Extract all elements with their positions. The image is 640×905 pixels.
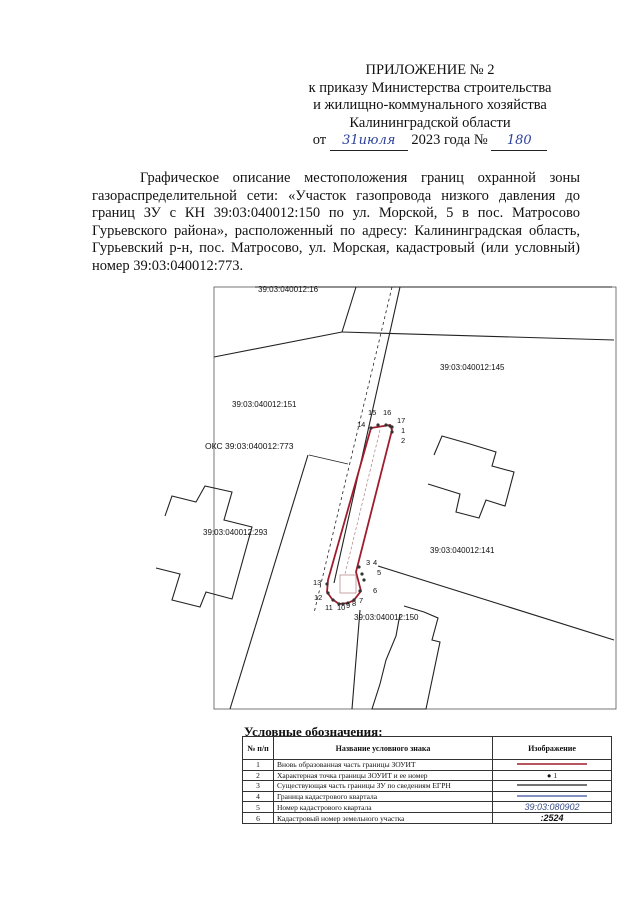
legend-row-name: Кадастровый номер земельного участка bbox=[274, 813, 493, 824]
point-label-5: 5 bbox=[377, 568, 382, 577]
legend-row-image bbox=[493, 770, 612, 781]
legend-row-image bbox=[493, 760, 612, 771]
legend-row-name: Существующая часть границы ЗУ по сведениям ЕГРН bbox=[274, 781, 493, 792]
parcel-label-top: 39:03:040012:16 bbox=[258, 285, 319, 294]
legend-row bbox=[243, 760, 612, 771]
boundary-141-south bbox=[378, 566, 614, 640]
point-label-4: 4 bbox=[373, 558, 378, 567]
red-line-symbol bbox=[517, 761, 587, 767]
point-symbol-number: 1 bbox=[553, 770, 558, 780]
legend-title: Условные обозначения: bbox=[244, 724, 383, 739]
road-center-dash bbox=[314, 287, 392, 613]
map-point bbox=[369, 426, 372, 429]
map-boundaries bbox=[156, 287, 616, 709]
building-141 bbox=[428, 436, 514, 518]
road-line-west bbox=[230, 455, 308, 709]
date-prefix: от bbox=[312, 132, 327, 148]
legend-col-image: Изображение bbox=[493, 737, 612, 760]
oks-label: ОКС 39:03:040012:773 bbox=[205, 441, 294, 451]
legend-header-row bbox=[243, 737, 612, 760]
legend-row bbox=[243, 802, 612, 813]
boundary-150-west bbox=[352, 610, 360, 709]
handwritten-date: 31июля bbox=[330, 132, 408, 151]
year-label: 2023 года № bbox=[411, 132, 488, 148]
legend-row-num: 1 bbox=[243, 760, 274, 771]
map-point bbox=[331, 598, 334, 601]
legend-row-name: Вновь образованная часть границы ЗОУИТ bbox=[274, 760, 493, 771]
description-paragraph: Графическое описание местоположения границ охранной зоны газораспределительной сети: «Участок газопровода низкого давления до границ ЗУ с КН 39:03:040012:150 по ул. Морской, 5 в пос. Матросово Гурьевского района», расположенный по адресу: Калининградская область, Гурьевский р-н, пос. Матросово, ул. Морская, кадастровый (или условный) номер 39:03:040012:773. bbox=[92, 170, 580, 274]
map-point bbox=[384, 423, 387, 426]
point-label-16: 16 bbox=[383, 408, 392, 417]
point-label-13: 13 bbox=[313, 578, 322, 587]
legend-table bbox=[242, 736, 612, 824]
region-line: Калининградской области bbox=[349, 114, 511, 131]
legend-row-num: 6 bbox=[243, 813, 274, 824]
legend-row-num: 5 bbox=[243, 802, 274, 813]
point-label-2: 2 bbox=[401, 436, 406, 445]
legend-row-num: 4 bbox=[243, 791, 274, 802]
blue-line-symbol bbox=[517, 793, 587, 799]
point-label-8: 8 bbox=[352, 599, 357, 608]
point-symbol-icon: ● bbox=[546, 770, 552, 780]
legend-row bbox=[243, 781, 612, 792]
point-label-15: 15 bbox=[368, 408, 377, 417]
map-frame bbox=[214, 287, 616, 709]
map-point bbox=[357, 565, 360, 568]
legend-col-name: Название условного знака bbox=[274, 737, 493, 760]
oks-leader-line bbox=[309, 455, 348, 464]
parcel-label-293: 39:03:040012:293 bbox=[203, 528, 268, 537]
legend-col-num: № п/п bbox=[243, 737, 274, 760]
building-293 bbox=[156, 486, 252, 607]
point-label-14: 14 bbox=[357, 420, 366, 429]
boundary-top-right bbox=[342, 287, 356, 332]
legend-row-name: Номер кадастрового квартала bbox=[274, 802, 493, 813]
point-label-1: 1 bbox=[401, 426, 406, 435]
map-point bbox=[326, 591, 329, 594]
point-label-6: 6 bbox=[373, 586, 378, 595]
legend-row-num: 3 bbox=[243, 781, 274, 792]
map-point bbox=[390, 430, 393, 433]
legend-row bbox=[243, 791, 612, 802]
appendix-title: ПРИЛОЖЕНИЕ № 2 bbox=[365, 62, 495, 78]
point-label-3: 3 bbox=[366, 558, 371, 567]
point-label-9: 9 bbox=[346, 601, 351, 610]
parcel-label-141: 39:03:040012:141 bbox=[430, 546, 495, 555]
point-label-10: 10 bbox=[337, 603, 346, 612]
protection-zone bbox=[327, 425, 392, 604]
legend-row-image: :2524 bbox=[493, 813, 612, 824]
map-point bbox=[360, 572, 363, 575]
point-label-12: 12 bbox=[314, 593, 323, 602]
legend-row-image: 39:03:080902 bbox=[493, 802, 612, 813]
legend-row-image bbox=[493, 791, 612, 802]
order-line: к приказу Министерства строительства bbox=[308, 79, 552, 96]
map-point bbox=[325, 582, 328, 585]
legend-row-image bbox=[493, 781, 612, 792]
parcel-label-150: 39:03:040012:150 bbox=[354, 613, 419, 622]
ministry-line: и жилищно-коммунального хозяйства bbox=[313, 97, 547, 113]
legend-row-name: Характерная точка границы ЗОУИТ и ее номер bbox=[274, 770, 493, 781]
legend-row-num: 2 bbox=[243, 770, 274, 781]
pipeline-end bbox=[340, 575, 356, 593]
parcel-label-145: 39:03:040012:145 bbox=[440, 363, 505, 372]
map-point bbox=[376, 423, 379, 426]
handwritten-number: 180 bbox=[491, 132, 547, 151]
map-point bbox=[362, 578, 365, 581]
legend-row bbox=[243, 770, 612, 781]
point-label-11: 11 bbox=[325, 603, 333, 612]
map-point bbox=[388, 424, 391, 427]
legend-row-name: Граница кадастрового квартала bbox=[274, 791, 493, 802]
boundary-145-north bbox=[342, 332, 614, 340]
map-point bbox=[358, 589, 361, 592]
legend-row bbox=[243, 813, 612, 824]
parcel-label-151: 39:03:040012:151 bbox=[232, 400, 297, 409]
boundary-151-north bbox=[214, 332, 342, 357]
point-label-17: 17 bbox=[397, 416, 406, 425]
point-label-7: 7 bbox=[359, 596, 364, 605]
black-line-symbol bbox=[517, 782, 587, 788]
